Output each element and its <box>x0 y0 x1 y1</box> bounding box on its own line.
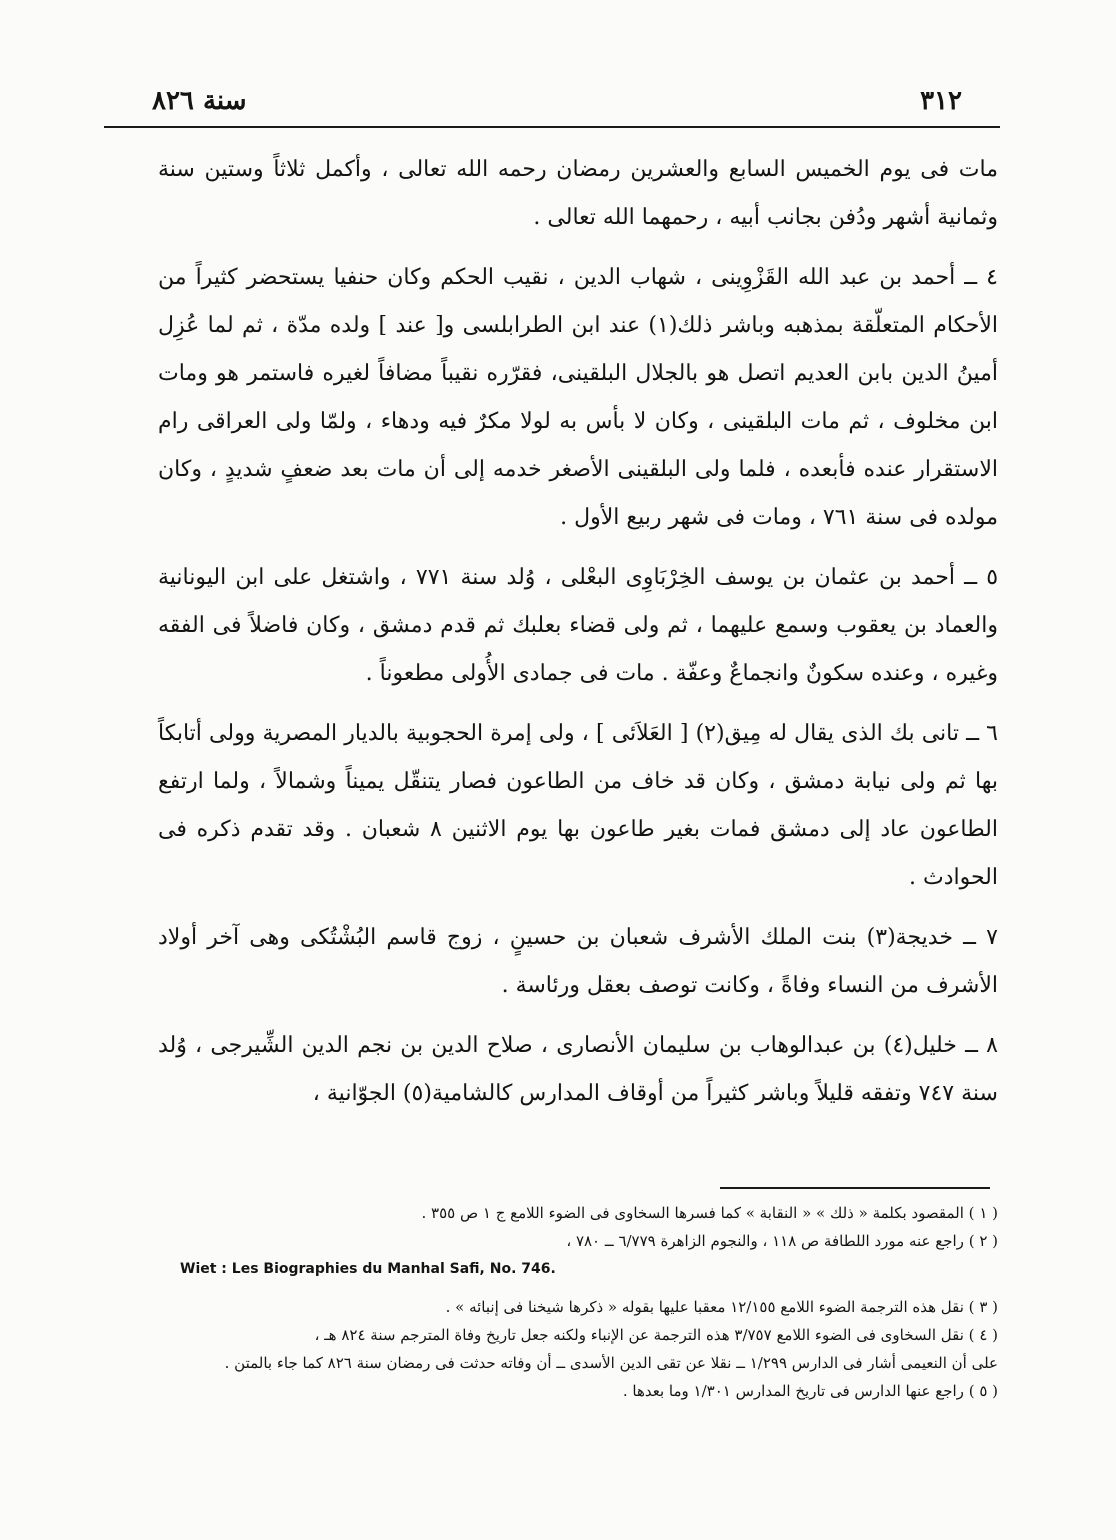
spacer <box>140 1284 998 1294</box>
footnote: ( ٤ ) نقل السخاوى فى الضوء اللامع ٣/٧٥٧ هذه الترجمة عن الإنباء ولكنه جعل تاريخ وفاة المترجم سنة ٨٢٤ هـ ، <box>314 1326 998 1344</box>
footnote: ( ٣ ) نقل هذه الترجمة الضوء اللامع ١٢/١٥٥ معقبا عليها بقوله « ذكرها شيخنا فى إنبائه » . <box>445 1298 998 1316</box>
running-title-year: سنة ٨٢٦ <box>152 86 247 116</box>
footnote: ( ١ ) المقصود بكلمة « ذلك » « النقابة » كما فسرها السخاوى فى الضوء اللامع ج ١ ص ٣٥٥ . <box>421 1204 998 1222</box>
footnote: ( ٥ ) راجع عنها الدارس فى تاريخ المدارس ١/٣٠١ وما بعدها . <box>622 1382 998 1400</box>
footnote-reference: Wiet : Les Biographies du Manhal Safi, No. 746. <box>180 1261 556 1277</box>
header-rule <box>104 126 1000 128</box>
page-header <box>104 82 1000 126</box>
footnote-rule <box>720 1187 990 1189</box>
paragraph: ٧ ــ خديجة(٣) بنت الملك الأشرف شعبان بن حسينٍ ، زوج قاسم البُشْتُكى وهى آخر أولاد الأشرف من النساء وفاةً ، وكانت توصف بعقل ورئاسة . <box>158 925 998 998</box>
page-number: ٣١٢ <box>920 86 962 116</box>
footnotes <box>140 1200 998 1406</box>
footnote: ( ٢ ) راجع عنه مورد اللطافة ص ١١٨ ، والنجوم الزاهرة ٦/٧٧٩ ــ ٧٨٠ ، <box>566 1232 998 1250</box>
paragraph: ٦ ــ تانى بك الذى يقال له مِيق(٢) [ العَلاَئى ] ، ولى إمرة الحجوبية بالديار المصرية وولى أتابكاً بها ثم ولى نيابة دمشق ، وكان قد خاف من الطاعون فصار يتنقّل يميناً وشمالاً ، ولما ارتفع الطاعون عاد إلى دمشق فمات بغير طاعون بها يوم الاثنين ٨ شعبان . وقد تقدم ذكره فى الحوادث . <box>158 721 998 890</box>
paragraph: ٥ ــ أحمد بن عثمان بن يوسف الخِرْبَاوِى البعْلى ، وُلد سنة ٧٧١ ، واشتغل على ابن اليونانية والعماد بن يعقوب وسمع عليهما ، ثم ولى قضاء بعلبك ثم قدم دمشق ، وكان فاضلاً فى الفقه وغيره ، وعنده سكونٌ وانجماعٌ وعفّة . مات فى جمادى الأُولى مطعوناً . <box>158 565 999 686</box>
paragraph: مات فى يوم الخميس السابع والعشرين رمضان رحمه الله تعالى ، وأكمل ثلاثاً وستين سنة وثمانية أشهر ودُفن بجانب أبيه ، رحمهما الله تعالى . <box>158 157 998 230</box>
paragraph: ٨ ــ خليل(٤) بن عبدالوهاب بن سليمان الأنصارى ، صلاح الدين بن نجم الدين الشِّيرجى ، وُلد سنة ٧٤٧ وتفقه قليلاً وباشر كثيراً من أوقاف المدارس كالشامية(٥) الجوّانية ، <box>158 1033 998 1106</box>
footnote-continuation: على أن النعيمى أشار فى الدارس ١/٢٩٩ ــ نقلا عن تقى الدين الأسدى ــ أن وفاته حدثت فى رمضان سنة ٨٢٦ كما جاء بالمتن . <box>224 1354 998 1372</box>
main-text <box>158 146 998 1130</box>
paragraph: ٤ ــ أحمد بن عبد الله القَزْوِينى ، شهاب الدين ، نقيب الحكم وكان حنفيا يستحضر كثيراً من الأحكام المتعلّقة بمذهبه وباشر ذلك(١) عند ابن الطرابلسى و[ عند ] ولده مدّة ، ثم لما عُزِل أمينُ الدين بابن العديم اتصل هو بالجلال البلقينى، فقرّره نقيباً مضافاً لغيره فاستمر هو ومات ابن مخلوف ، ثم مات البلقينى ، وكان لا بأس به لولا مكرٌ فيه ودهاء ، ولمّا ولى العراقى رام الاستقرار عنده فأبعده ، فلما ولى البلقينى الأصغر خدمه إلى أن مات بعد ضعفٍ شديدٍ ، وكان مولده فى سنة ٧٦١ ، ومات فى شهر ربيع الأول . <box>158 265 998 530</box>
